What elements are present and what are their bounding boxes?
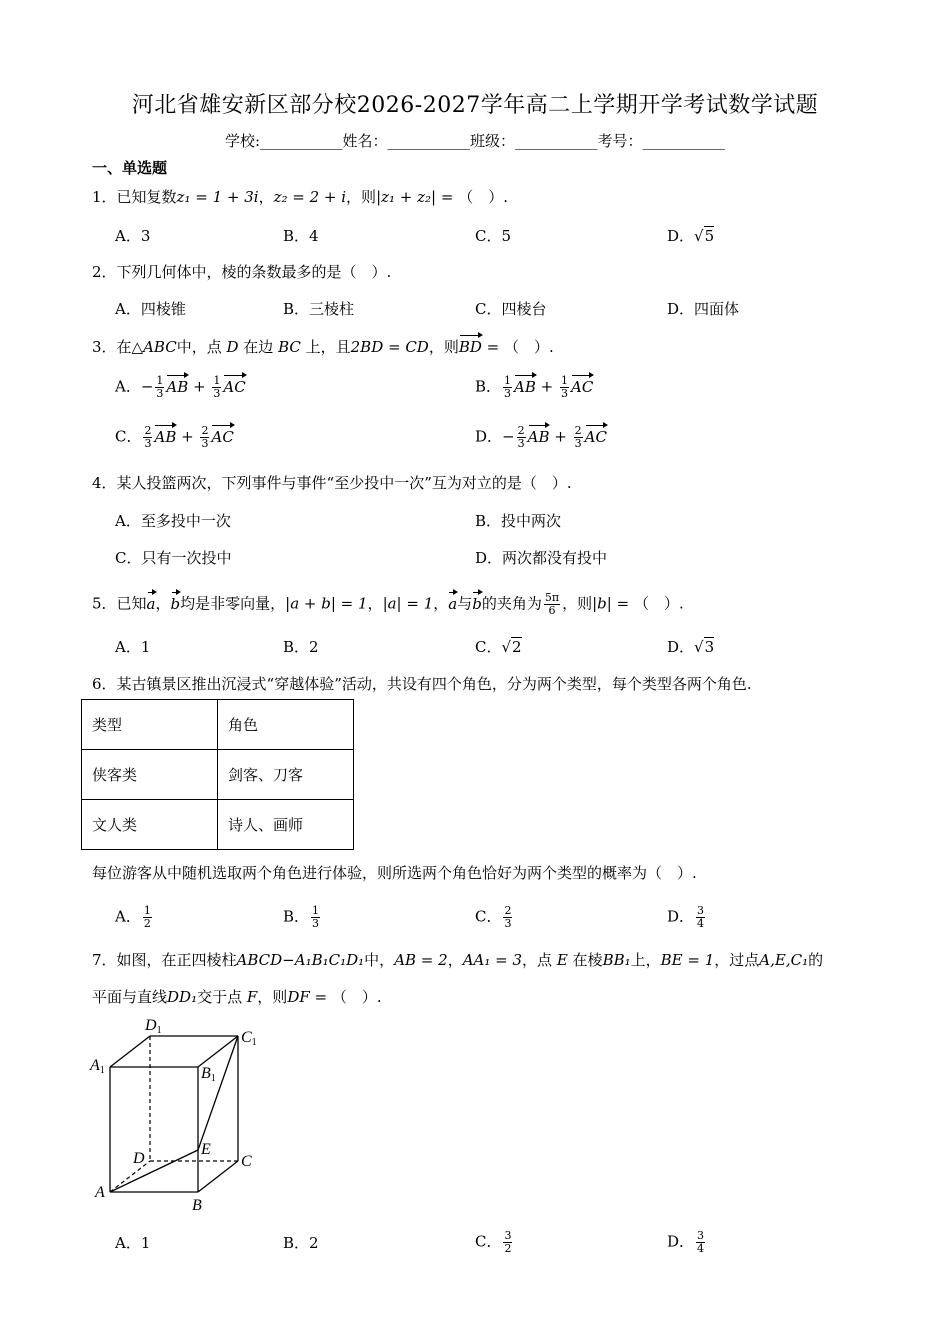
q3-option-d[interactable]: D．− $\frac{2}{3}$ AB + $\frac{2}{3}$ AC [475,424,607,450]
label-a: A [95,1184,105,1201]
question-7-line-1: 7．如图，在正四棱柱ABCD−A₁B₁C₁D₁中，AB = 2，AA₁ = 3，点 E 在棱BB₁上，BE = 1，过点A,E,C₁的 [92,951,824,969]
question-6-continued: 每位游客从中随机选取两个角色进行体验，则所选两个角色恰好为两个类型的概率为（ ）. [92,864,697,882]
q4-option-b[interactable]: B．投中两次 [475,512,562,530]
question-7-line-2: 平面与直线DD₁交于点 F，则DF = （ ）. [92,988,382,1006]
label-d: D [133,1150,145,1167]
q2-option-c[interactable]: C．四棱台 [475,300,547,318]
q6-option-b[interactable]: B． $\frac{1}{3}$ [283,904,320,930]
label-c1: C1 [241,1029,257,1048]
table-cell: 侠客类 [82,750,218,800]
section-heading: 一、单选题 [92,159,168,177]
q2-option-b[interactable]: B．三棱柱 [283,300,355,318]
table-cell: 角色 [218,700,354,750]
sqrt-symbol: √2 [501,638,522,656]
q4-option-a[interactable]: A．至多投中一次 [115,512,231,530]
page-title: 河北省雄安新区部分校2026-2027学年高二上学期开学考试数学试题 [131,93,819,118]
question-2: 2．下列几何体中，棱的条数最多的是（ ）. [92,263,392,281]
q5-option-a[interactable]: A．1 [115,638,151,656]
sqrt-symbol: √5 [694,227,715,245]
q7-option-c[interactable]: C． $\frac{3}{2}$ [475,1229,512,1255]
q1-option-d[interactable]: D．√5 [667,227,715,245]
question-5: 5．已知a，b均是非零向量，|a + b| = 1，|a| = 1，a与b的夹角为 $\frac{5\pi}{6}$ ，则|b| = （ ）. [92,591,684,617]
q2-option-a[interactable]: A．四棱锥 [115,300,186,318]
table-cell: 剑客、刀客 [218,750,354,800]
question-6: 6．某古镇景区推出沉浸式“穿越体验”活动，共设有四个角色，分为两个类型，每个类型各两个角色. [92,675,752,693]
q6-option-c[interactable]: C． $\frac{2}{3}$ [475,904,512,930]
q6-option-d[interactable]: D． $\frac{3}{4}$ [667,904,705,930]
label-d1: D1 [145,1017,162,1036]
q7-option-b[interactable]: B．2 [283,1234,319,1252]
prism-figure [88,1012,278,1217]
q7-option-d[interactable]: D． $\frac{3}{4}$ [667,1229,705,1255]
question-4: 4．某人投篮两次，下列事件与事件“至少投中一次”互为对立的是（ ）. [92,474,572,492]
question-3: 3．在△ABC中，点 D 在边 BC 上，且2BD = CD，则BD = （ ）. [92,338,554,356]
q6-option-a[interactable]: A． $\frac{1}{2}$ [115,904,151,930]
label-b1: B1 [201,1065,216,1084]
sqrt-symbol: √3 [694,638,715,656]
q1-option-a[interactable]: A．3 [115,227,151,245]
roles-table [81,699,354,850]
q3-option-a[interactable]: A．− $\frac{1}{3}$ AB + $\frac{1}{3}$ AC [115,374,246,400]
student-info-line: 学校:___________姓名：___________班级：___________考号：___________ [224,132,726,150]
table-row [82,800,354,850]
table-cell: 类型 [82,700,218,750]
question-1: 1．已知复数z₁ = 1 + 3i，z₂ = 2 + i，则|z₁ + z₂| = （ ）. [92,188,508,206]
table-cell: 文人类 [82,800,218,850]
q2-option-d[interactable]: D．四面体 [667,300,740,318]
q4-option-d[interactable]: D．两次都没有投中 [475,549,608,567]
table-row [82,700,354,750]
label-e: E [201,1141,211,1158]
q5-option-b[interactable]: B．2 [283,638,319,656]
q1-option-c[interactable]: C．5 [475,227,512,245]
q3-option-b[interactable]: B． $\frac{1}{3}$ AB + $\frac{1}{3}$ AC [475,374,594,400]
q5-option-d[interactable]: D．√3 [667,638,715,656]
label-a1: A1 [90,1057,105,1076]
q4-option-c[interactable]: C．只有一次投中 [115,549,232,567]
q7-option-a[interactable]: A．1 [115,1234,151,1252]
table-row [82,750,354,800]
q1-option-b[interactable]: B．4 [283,227,319,245]
label-c: C [241,1153,252,1170]
q3-option-c[interactable]: C． $\frac{2}{3}$ AB + $\frac{2}{3}$ AC [115,424,234,450]
label-b: B [192,1197,202,1214]
q5-option-c[interactable]: C．√2 [475,638,522,656]
table-cell: 诗人、画师 [218,800,354,850]
